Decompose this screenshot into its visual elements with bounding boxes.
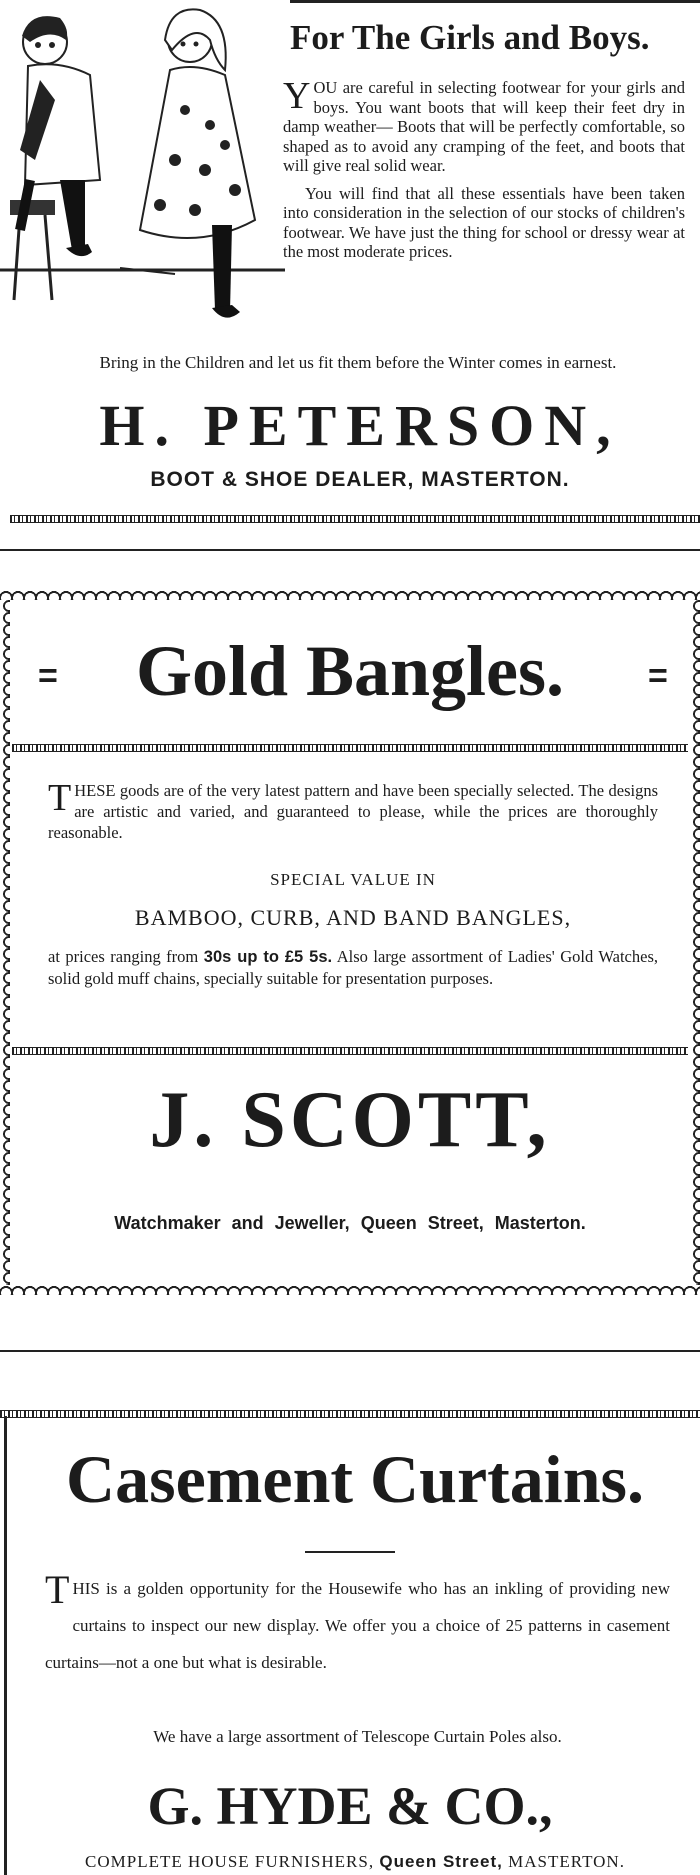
ad2-paragraph-2a: at prices ranging from [48, 947, 204, 966]
ad1-body [283, 75, 685, 262]
ad1-headline: For The Girls and Boys. [290, 18, 650, 57]
ad2-eq-left: = [38, 657, 58, 695]
ad3-drop-cap: T [45, 1567, 70, 1612]
ad3-sub-town: MASTERTON. [502, 1852, 625, 1871]
ad2-special-value: SPECIAL VALUE IN [270, 870, 436, 889]
ad1-subtitle: BOOT & SHOE DEALER, MASTERTON. [150, 468, 570, 491]
ad1-bottom-border [10, 515, 700, 523]
separator-rule-2 [0, 1350, 700, 1352]
children-illustration [0, 0, 285, 340]
ad3-sub-trade: COMPLETE HOUSE FURNISHERS, [85, 1852, 380, 1871]
ad2-sub-trade: Watchmaker and Jeweller, [114, 1213, 350, 1233]
ad3-headline: Casement Curtains. [66, 1441, 644, 1517]
top-rule [290, 0, 700, 3]
ad3-paragraph-1: HIS is a golden opportunity for the Housewife who has an inkling of providing new curtains to inspect our new display. We offer you a choice of 25 patterns in casement curtains—not a one but what is desirable. [45, 1579, 670, 1672]
ad2-divider-2 [12, 1047, 688, 1055]
ad3-paragraph-2: We have a large assortment of Telescope Curtain Poles also. [153, 1727, 562, 1746]
ad2-eq-right: = [648, 657, 668, 695]
ad3-top-border [0, 1410, 700, 1418]
separator-rule-1 [0, 549, 700, 551]
ad2-paragraph-1: HESE goods are of the very latest pattern and have been specially selected. The designs are artistic and varied, and guaranteed to please, while the prices are thoroughly reasonable. [48, 781, 658, 842]
ad3-sub-street: Queen Street, [379, 1852, 503, 1871]
ad2-drop-cap: T [48, 777, 72, 819]
ad2-headline: Gold Bangles. [135, 631, 565, 711]
ad2-business-name: J. SCOTT, [149, 1076, 551, 1164]
ad2-bangles-line: BAMBOO, CURB, AND BAND BANGLES, [134, 905, 572, 930]
ad2-price-range: 30s up to £5 5s. [203, 948, 333, 966]
ad2-right-border [690, 600, 700, 1285]
ad2-sub-address: Queen Street, Masterton. [360, 1213, 586, 1233]
ad1-tagline: Bring in the Children and let us fit them before the Winter comes in earnest. [99, 353, 617, 372]
ad2-bottom-border [0, 1283, 700, 1295]
ad3-subtitle [20, 1852, 690, 1872]
ad1-business-name: H. PETERSON, [99, 393, 621, 458]
ad2-body-2 [48, 946, 658, 989]
ad1-paragraph-2: You will find that all these essentials have been taken into consideration in the selection of our stocks of children's footwear. We have just the thing for school or dressy wear at the most moderate prices. [283, 183, 685, 261]
ad2-left-border [0, 600, 10, 1285]
ad3-business-name: G. HYDE & CO., [147, 1776, 553, 1836]
ad2-paragraph-2b: Also large assortment of Ladies' Gold Watches, solid gold muff chains, specially suitable for presentation purposes. [48, 947, 659, 988]
ad3-body [45, 1567, 670, 1681]
ad2-divider-1 [12, 744, 688, 752]
ad2-body-1 [48, 777, 658, 843]
ad1-paragraph-1: OU are careful in selecting footwear for your girls and boys. You want boots that will keep their feet dry in damp weather— Boots that will be perfectly comfortable, so shaped as to avoid any cramping of the feet, and boots that will give real solid wear. [283, 78, 685, 175]
ad2-subtitle [20, 1213, 680, 1234]
ad1-drop-cap: Y [283, 75, 311, 117]
ad3-left-border [4, 1416, 7, 1875]
ad3-title-underline [305, 1551, 395, 1553]
ad2-top-border [0, 588, 700, 600]
